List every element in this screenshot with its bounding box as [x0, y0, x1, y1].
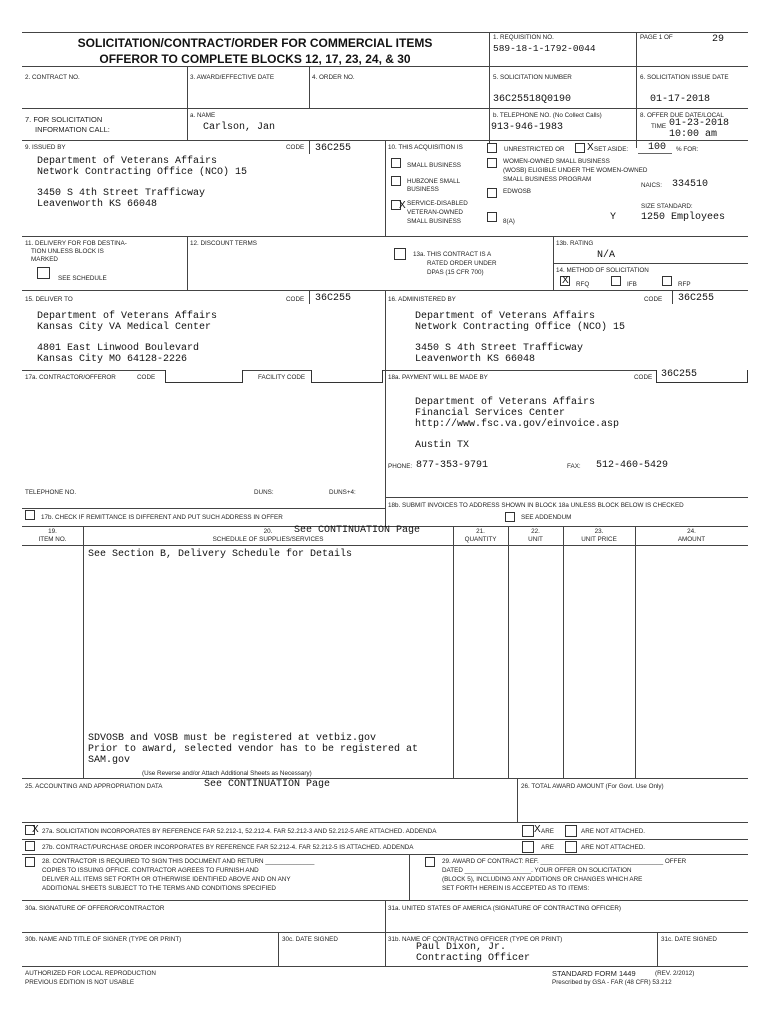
officer-name: Paul Dixon, Jr.	[416, 942, 507, 953]
rated-order-checkbox[interactable]	[394, 248, 406, 260]
schedule-note-2: Prior to award, selected vendor has to be registered at	[88, 744, 419, 755]
deliver-to-line4: Kansas City MO 64128-2226	[37, 354, 188, 365]
27b-are-not-checkbox[interactable]	[565, 841, 577, 853]
fob-label-3: MARKED	[31, 256, 58, 263]
28-checkbox[interactable]	[25, 857, 35, 867]
payment-url[interactable]: http://www.fsc.va.gov/einvoice.asp	[415, 419, 620, 430]
signature-offeror-label: 30a. SIGNATURE OF OFFEROR/CONTRACTOR	[25, 905, 165, 912]
duns4-label: DUNS+4:	[329, 489, 356, 496]
offer-due-time[interactable]: 10:00 am	[669, 129, 718, 140]
set-aside-percent[interactable]: 100	[648, 142, 667, 153]
deliver-to-line3: 4801 East Linwood Boulevard	[37, 343, 200, 354]
hubzone-label-1: HUBZONE SMALL	[407, 178, 461, 185]
administered-code-label: CODE	[644, 296, 663, 303]
sdvosb-mark: X	[399, 200, 406, 211]
edwosb-label: EDWOSB	[503, 188, 531, 195]
col-item-no-header	[22, 528, 83, 544]
naics-label: NAICS:	[641, 182, 662, 189]
27b-text: 27b. CONTRACT/PURCHASE ORDER INCORPORATES BY REFERENCE FAR 52.212-4. FAR 52.212-5 IS ATTACHED. ADDENDA	[42, 844, 414, 851]
set-aside-label: SET ASIDE:	[594, 146, 629, 153]
contact-name-label: a. NAME	[190, 112, 216, 119]
info-call-label-1: 7. FOR SOLICITATION	[25, 115, 103, 124]
eight-a-label: 8(A)	[503, 218, 515, 225]
ifb-label: IFB	[627, 281, 637, 288]
footer-revision: (REV. 2/2012)	[655, 970, 695, 977]
rated-order-label-1: 13a. THIS CONTRACT IS A	[413, 251, 492, 258]
unrestricted-checkbox[interactable]	[487, 143, 497, 153]
27a-text: 27a. SOLICITATION INCORPORATES BY REFERENCE FAR 52.212-1, 52.212-4. FAR 52.212-3 AND 52.212-5 ARE ATTACHED. ADDENDA	[42, 828, 437, 835]
col-unit-header	[508, 528, 563, 544]
27a-are-checkbox[interactable]	[522, 825, 534, 837]
sdvosb-label-3: SMALL BUSINESS	[407, 218, 462, 225]
rfq-label: RFQ	[576, 281, 590, 288]
set-aside-checkbox[interactable]	[575, 143, 585, 153]
signer-date-label: 30c. DATE SIGNED	[282, 936, 338, 943]
acquisition-label: 10. THIS ACQUISITION IS	[388, 144, 463, 151]
29-line-3: (BLOCK 5), INCLUDING ANY ADDITIONS OR CHANGES WHICH ARE	[442, 876, 643, 883]
form-title-line1: SOLICITATION/CONTRACT/ORDER FOR COMMERCIAL ITEMS	[77, 36, 433, 50]
issued-by-code[interactable]: 36C255	[315, 143, 352, 154]
29-line-1: 29. AWARD OF CONTRACT: REF. ___________________________________ OFFER	[442, 858, 687, 865]
officer-date-label: 31c. DATE SIGNED	[661, 936, 717, 943]
page-total: 29	[712, 34, 725, 45]
deliver-to-code-label: CODE	[286, 296, 305, 303]
schedule-details: See Section B, Delivery Schedule for Details	[88, 549, 353, 560]
hubzone-label-2: BUSINESS	[407, 186, 439, 193]
set-aside-mark: X	[587, 142, 594, 153]
requisition-label: 1. REQUISITION NO.	[493, 34, 554, 41]
rating-value[interactable]: N/A	[597, 250, 616, 261]
ifb-checkbox[interactable]	[611, 276, 621, 286]
administered-line2: Network Contracting Office (NCO) 15	[415, 322, 626, 333]
edwosb-checkbox[interactable]	[487, 188, 497, 198]
discount-terms-label: 12. DISCOUNT TERMS	[190, 240, 257, 247]
27a-are-not-label: ARE NOT ATTACHED.	[581, 828, 646, 835]
solicitation-number[interactable]: 36C25518Q0190	[493, 94, 572, 105]
issue-date[interactable]: 01-17-2018	[650, 94, 711, 105]
schedule-note-3: SAM.gov	[88, 755, 131, 766]
offer-due-label: 8. OFFER DUE DATE/LOCAL	[640, 112, 724, 119]
col-schedule-label: SCHEDULE OF SUPPLIES/SERVICES	[212, 535, 324, 543]
fob-label-1: 11. DELIVERY FOR FOB DESTINA-	[25, 240, 127, 247]
facility-code-label: FACILITY CODE	[258, 374, 306, 381]
size-standard-label: SIZE STANDARD:	[641, 203, 693, 210]
deliver-to-line2: Kansas City VA Medical Center	[37, 322, 212, 333]
addendum-label: SEE ADDENDUM	[521, 514, 572, 521]
27b-are-label: ARE	[541, 844, 554, 851]
rfq-mark: X	[562, 275, 569, 286]
payment-phone-label: PHONE:	[388, 463, 413, 470]
telephone-label: b. TELEPHONE NO. (No Collect Calls)	[493, 112, 602, 119]
contractor-code-field[interactable]	[165, 370, 243, 383]
col-item-no-label: ITEM NO.	[38, 535, 67, 543]
payment-line4: Austin TX	[415, 440, 470, 451]
form-title-line2: OFFEROR TO COMPLETE BLOCKS 12, 17, 23, 24, & 30	[99, 52, 411, 67]
rated-order-label-3: DPAS (15 CFR 700)	[427, 269, 484, 276]
issued-by-label: 9. ISSUED BY	[25, 144, 66, 151]
administered-code[interactable]: 36C255	[678, 293, 715, 304]
footer-form-number: STANDARD FORM 1449	[552, 969, 636, 978]
payment-phone[interactable]: 877-353-9791	[416, 460, 489, 471]
wosb-label-2: (WOSB) ELIGIBLE UNDER THE WOMEN-OWNED	[503, 167, 648, 174]
deliver-to-line1: Department of Veterans Affairs	[37, 311, 218, 322]
unrestricted-label: UNRESTRICTED OR	[504, 146, 565, 153]
contractor-telephone-label: TELEPHONE NO.	[25, 489, 77, 496]
issue-date-label: 6. SOLICITATION ISSUE DATE	[640, 74, 729, 81]
size-standard-value[interactable]: 1250 Employees	[641, 212, 726, 223]
administered-line1: Department of Veterans Affairs	[415, 311, 596, 322]
rated-order-label-2: RATED ORDER UNDER	[427, 260, 497, 267]
contractor-label: 17a. CONTRACTOR/OFFEROR	[25, 374, 116, 381]
duns-label: DUNS:	[254, 489, 274, 496]
order-no-label: 4. ORDER NO.	[312, 74, 355, 81]
payment-line1: Department of Veterans Affairs	[415, 397, 596, 408]
28-line-1: 28. CONTRACTOR IS REQUIRED TO SIGN THIS DOCUMENT AND RETURN ______________	[42, 858, 315, 865]
payment-fax[interactable]: 512-460-5429	[596, 460, 669, 471]
offer-due-date[interactable]: 01-23-2018	[669, 118, 730, 129]
col-amount-label: AMOUNT	[677, 535, 706, 543]
28-line-3: DELIVER ALL ITEMS SET FORTH OR OTHERWISE IDENTIFIED ABOVE AND ON ANY	[42, 876, 291, 883]
schedule-continuation: See CONTINUATION Page	[294, 525, 421, 536]
offer-due-time-label: TIME	[651, 123, 667, 130]
hubzone-checkbox[interactable]	[391, 176, 401, 186]
rfp-label: RFP	[678, 281, 691, 288]
payment-code-label: CODE	[634, 374, 653, 381]
col-unit-price-header	[563, 528, 635, 544]
col-unit-label: UNIT	[528, 535, 543, 543]
officer-title: Contracting Officer	[416, 953, 531, 964]
method-label: 14. METHOD OF SOLICITATION	[556, 267, 649, 274]
27b-are-checkbox[interactable]	[522, 841, 534, 853]
form-title	[30, 35, 480, 67]
28-line-2: COPIES TO ISSUING OFFICE. CONTRACTOR AGREES TO FURNISH AND	[42, 867, 259, 874]
fob-label-2: TION UNLESS BLOCK IS	[31, 248, 104, 255]
27a-are-not-checkbox[interactable]	[565, 825, 577, 837]
info-call-label-2: INFORMATION CALL:	[35, 125, 110, 134]
wosb-checkbox[interactable]	[487, 158, 497, 168]
reverse-note: (Use Reverse and/or Attach Additional Sheets as Necessary)	[142, 770, 312, 777]
27b-checkbox[interactable]	[25, 841, 35, 851]
27a-mark: X	[32, 824, 39, 835]
issued-by-line2: Network Contracting Office (NCO) 15	[37, 167, 248, 178]
issued-by-line1: Department of Veterans Affairs	[37, 156, 218, 167]
col-unit-price-num: 23.	[594, 528, 604, 535]
col-quantity-num: 21.	[476, 528, 485, 535]
deliver-to-code[interactable]: 36C255	[315, 293, 352, 304]
telephone-value[interactable]: 913-946-1983	[491, 122, 564, 133]
payment-line2: Financial Services Center	[415, 408, 566, 419]
sdvosb-label-1: SERVICE-DISABLED	[407, 200, 468, 207]
accounting-label: 25. ACCOUNTING AND APPROPRIATION DATA	[25, 783, 163, 790]
small-business-checkbox[interactable]	[391, 158, 401, 168]
deliver-to-label: 15. DELIVER TO	[25, 296, 73, 303]
sdvosb-label-2: VETERAN-OWNED	[407, 209, 463, 216]
payment-code[interactable]: 36C255	[661, 369, 698, 380]
col-item-no-num: 19.	[48, 528, 57, 535]
issued-by-line3: 3450 S 4th Street Trafficway	[37, 188, 206, 199]
29-checkbox[interactable]	[425, 857, 435, 867]
signer-name-label: 30b. NAME AND TITLE OF SIGNER (TYPE OR PRINT)	[25, 936, 182, 943]
accounting-value: See CONTINUATION Page	[204, 779, 331, 790]
officer-name-label: 31b. NAME OF CONTRACTING OFFICER (TYPE OR PRINT)	[388, 936, 563, 943]
wosb-label-3: SMALL BUSINESS PROGRAM	[503, 176, 592, 183]
remittance-checkbox[interactable]	[25, 510, 35, 520]
see-schedule-checkbox[interactable]	[37, 267, 50, 279]
solicitation-number-label: 5. SOLICITATION NUMBER	[493, 74, 572, 81]
wosb-label-1: WOMEN-OWNED SMALL BUSINESS	[503, 158, 610, 165]
27a-are-label: ARE	[541, 828, 554, 835]
administered-line4: Leavenworth KS 66048	[415, 354, 536, 365]
footer-prescribed: Prescribed by GSA - FAR (48 CFR) 53.212	[552, 979, 672, 986]
requisition-value[interactable]: 589-18-1-1792-0044	[493, 43, 596, 54]
administered-by-label: 16. ADMINISTERED BY	[388, 296, 456, 303]
submit-invoices-label: 18b. SUBMIT INVOICES TO ADDRESS SHOWN IN BLOCK 18a UNLESS BLOCK BELOW IS CHECKED	[388, 502, 684, 509]
issued-by-line4: Leavenworth KS 66048	[37, 199, 158, 210]
signature-officer-label: 31a. UNITED STATES OF AMERICA (SIGNATURE OF CONTRACTING OFFICER)	[388, 905, 622, 912]
eight-a-checkbox[interactable]	[487, 212, 497, 222]
footer-previous-edition: PREVIOUS EDITION IS NOT USABLE	[25, 979, 135, 986]
payment-fax-label: FAX:	[567, 463, 581, 470]
col-unit-num: 22.	[531, 528, 540, 535]
small-business-label: SMALL BUSINESS	[407, 162, 462, 169]
col-quantity-label: QUANTITY	[464, 535, 497, 543]
size-y-value: Y	[610, 212, 617, 223]
page-label: PAGE 1 OF	[640, 34, 673, 41]
see-schedule-label: SEE SCHEDULE	[58, 275, 107, 282]
facility-code-field[interactable]	[311, 370, 383, 383]
col-amount-header	[635, 528, 748, 544]
col-schedule-num: 20.	[263, 528, 273, 535]
administered-line3: 3450 S 4th Street Trafficway	[415, 343, 584, 354]
percent-for-label: % FOR:	[676, 146, 699, 153]
col-unit-price-label: UNIT PRICE	[581, 535, 617, 543]
29-line-2: DATED ___________________. YOUR OFFER ON SOLICITATION	[442, 867, 632, 874]
col-amount-num: 24.	[687, 528, 696, 535]
payment-by-label: 18a. PAYMENT WILL BE MADE BY	[388, 374, 488, 381]
col-quantity-header	[453, 528, 508, 544]
contact-name[interactable]: Carlson, Jan	[203, 122, 276, 133]
schedule-note-1: SDVOSB and VOSB must be registered at vetbiz.gov	[88, 733, 377, 744]
footer-authorized: AUTHORIZED FOR LOCAL REPRODUCTION	[25, 970, 156, 977]
naics-value[interactable]: 334510	[672, 179, 709, 190]
award-date-label: 3. AWARD/EFFECTIVE DATE	[190, 74, 275, 81]
remittance-label: 17b. CHECK IF REMITTANCE IS DIFFERENT AND PUT SUCH ADDRESS IN OFFER	[41, 514, 283, 521]
contractor-code-label: CODE	[137, 374, 156, 381]
28-line-4: ADDITIONAL SHEETS SUBJECT TO THE TERMS AND CONDITIONS SPECIFIED	[42, 885, 276, 892]
29-line-4: SET FORTH HEREIN IS ACCEPTED AS TO ITEMS:	[442, 885, 590, 892]
issued-by-code-label: CODE	[286, 144, 305, 151]
rating-label: 13b. RATING	[556, 240, 594, 247]
total-award-label: 26. TOTAL AWARD AMOUNT (For Govt. Use Only)	[521, 783, 664, 790]
rfp-checkbox[interactable]	[662, 276, 672, 286]
27a-are-mark: X	[534, 824, 541, 835]
addendum-checkbox[interactable]	[505, 512, 515, 522]
27b-are-not-label: ARE NOT ATTACHED.	[581, 844, 646, 851]
contract-no-label: 2. CONTRACT NO.	[25, 74, 80, 81]
